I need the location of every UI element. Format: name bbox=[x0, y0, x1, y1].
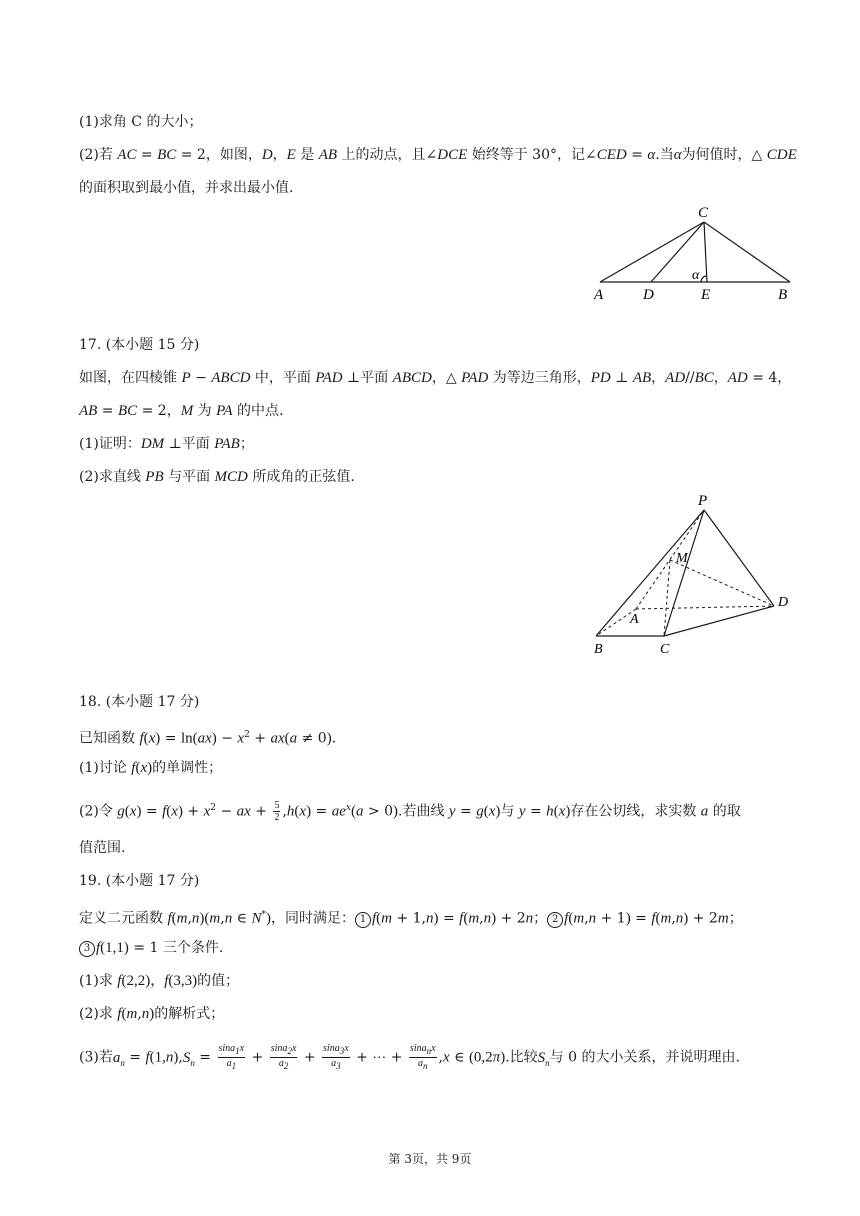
q16-part1: (1)求角 C 的大小； bbox=[79, 114, 203, 130]
q17-line2: AB = BC = 2，M 为 PA 的中点. bbox=[79, 403, 284, 419]
q17-part1: (1)证明：DM ⊥平面 PAB； bbox=[79, 436, 254, 452]
label-C: C bbox=[698, 205, 709, 221]
q17-header: 17. (本小题 15 分) bbox=[79, 337, 200, 353]
pyramid-figure bbox=[580, 490, 800, 660]
q18-line1: 已知函数 $f(x) = \ln(ax) - x^2 + ax(a \ne 0)$. bbox=[79, 730, 337, 747]
label-D: D bbox=[778, 595, 789, 610]
label-D: D bbox=[643, 287, 654, 303]
q17-part2: (2)求直线 PB 与平面 MCD 所成角的正弦值. bbox=[79, 469, 355, 485]
page-footer: 第 3页，共 9页 bbox=[388, 1152, 472, 1166]
label-E: E bbox=[701, 287, 711, 303]
q19-line1: 定义二元函数 f(m,n)(m,n ∈ N*)，同时满足： 1 f(m + 1,n) = f(m,n) + 2n； 2 f(m,n + 1) = f(m,n) + 2m； bbox=[79, 910, 743, 927]
q18-part2: (2)令 $g(x) = f(x) + x^2$ − ax + $\frac{5}{2}$ $,h(x) = ae^x(a > 0)$.若曲线 y = g(x)与 y = h(x)存在公切线，求实数 a 的取 bbox=[79, 800, 741, 824]
triangle-figure bbox=[585, 198, 800, 306]
label-A: A bbox=[630, 612, 639, 627]
label-alpha: α bbox=[692, 268, 700, 283]
label-B: B bbox=[778, 287, 788, 303]
q19-line2: 3 f(1,1) = 1 三个条件. bbox=[79, 938, 223, 958]
q18-part2-line2: 值范围. bbox=[79, 840, 126, 856]
q19-part1: (1)求 f(2,2)，f(3,3)的值； bbox=[79, 973, 240, 989]
q16-part2: (2)若 AC = BC = 2，如图，D，E 是 AB 上的动点，且∠DCE 始终等于 30°，记∠CED = α.当α为何值时，△ CDE bbox=[79, 147, 797, 163]
label-M: M bbox=[676, 551, 688, 566]
q16-part2-line2: 的面积取到最小值，并求出最小值. bbox=[79, 180, 294, 196]
q17-line1: 如图，在四棱锥 P − ABCD 中，平面 PAD ⊥平面 ABCD，△ PAD 为等边三角形，PD ⊥ AB，AD//BC，AD = 4， bbox=[79, 370, 792, 386]
q18-part1: (1)讨论 f(x)的单调性； bbox=[79, 760, 223, 776]
label-P: P bbox=[698, 493, 708, 509]
q18-header: 18. (本小题 17 分) bbox=[79, 694, 200, 710]
label-C: C bbox=[660, 642, 670, 657]
label-B: B bbox=[594, 642, 603, 657]
label-A: A bbox=[594, 287, 604, 303]
q19-part2: (2)求 f(m,n)的解析式； bbox=[79, 1006, 225, 1022]
q19-header: 19. (本小题 17 分) bbox=[79, 873, 200, 889]
q19-part3: (3)若$a_n = f(1,n),S_n$ = $\frac{\sin a_1x}{a_1}$ + $\frac{\sin a_2x}{a_2}$ + $\frac{\sin a_3x}{a_3}$ + ⋯ + $\frac{\sin a_nx}{a_n}$ ,x ∈ (0,2π).比较$S_n$与 0 的大小关系，并说明理由. bbox=[79, 1043, 740, 1071]
